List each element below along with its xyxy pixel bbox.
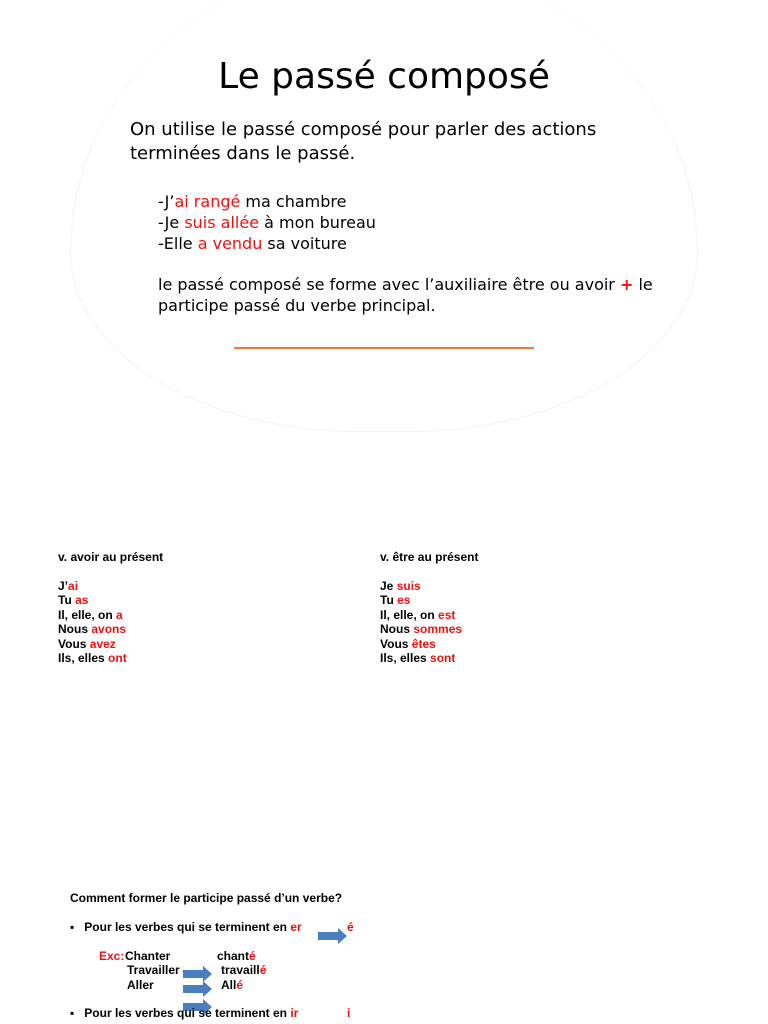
- conj-row: J’ai: [58, 578, 79, 593]
- exc-label: Exc:: [99, 949, 125, 963]
- arrow-right-icon: [318, 928, 348, 944]
- conj-row: Tu es: [380, 593, 411, 607]
- conj-row: Vous avez: [58, 636, 116, 651]
- arrow-right-icon: [183, 981, 213, 997]
- conj-row: Je suis: [380, 578, 421, 593]
- formation-rule: le passé composé se forme avec l’auxiliaire être ou avoir + le participe passé du verbe principal.: [158, 275, 653, 315]
- avoir-heading: v. avoir au présent: [58, 550, 164, 564]
- example-line: -Je suis allée à mon bureau: [158, 213, 376, 232]
- conj-row: Vous êtes: [380, 636, 436, 651]
- conj-row: Nous avons: [58, 622, 127, 636]
- example-line: -J’ai rangé ma chambre: [158, 192, 347, 211]
- participle-question: Comment former le participe passé d’un verbe?: [70, 891, 343, 905]
- conj-row: Ils, elles sont: [380, 651, 456, 665]
- conj-row: Nous sommes: [380, 622, 463, 636]
- verb-infinitive: Travailler: [127, 963, 180, 977]
- arrow-right-icon: [183, 966, 213, 982]
- etre-conjugation: [380, 550, 478, 666]
- etre-heading: v. être au présent: [380, 550, 479, 564]
- verb-infinitive: Chanter: [125, 949, 171, 963]
- verb-participle: travaillé: [221, 963, 267, 977]
- bullet-ir-verbs: ▪ Pour les verbes qui se terminent en ir: [70, 1006, 299, 1020]
- conj-row: Il, elle, on est: [380, 607, 456, 622]
- conj-row: Tu as: [58, 593, 89, 607]
- ir-result: i: [347, 1006, 351, 1020]
- slide-title: Le passé composé: [218, 56, 550, 97]
- bullet-er-verbs: ▪ Pour les verbes qui se terminent en er: [70, 920, 302, 934]
- intro-text: On utilise le passé composé pour parler des actions terminées dans le passé.: [130, 119, 597, 164]
- er-result: é: [347, 920, 354, 934]
- verb-infinitive: Aller: [127, 978, 154, 992]
- verb-participle: Allé: [221, 978, 244, 992]
- verb-participle: chanté: [217, 949, 256, 963]
- conj-row: Ils, elles ont: [58, 651, 127, 665]
- bullet-marker: ▪: [70, 920, 75, 934]
- avoir-conjugation: [58, 550, 163, 666]
- examples-list: [158, 191, 376, 254]
- conj-row: Il, elle, on a: [58, 607, 123, 622]
- example-line: -Elle a vendu sa voiture: [158, 234, 347, 253]
- plus-sign: +: [619, 275, 634, 294]
- bullet-marker: ▪: [70, 1006, 75, 1020]
- divider-line: [234, 347, 534, 349]
